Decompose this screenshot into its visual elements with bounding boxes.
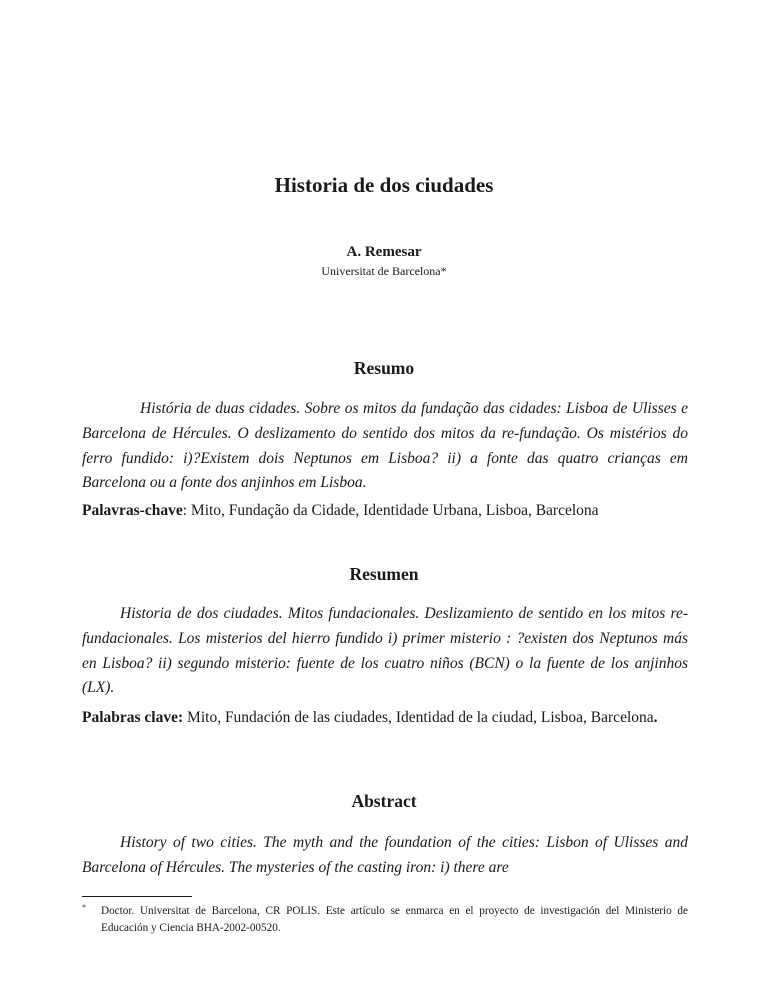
abstract-heading: Abstract xyxy=(351,791,417,811)
footnote-marker: * xyxy=(82,903,86,912)
resumen-heading: Resumen xyxy=(349,564,419,584)
footnote-rule xyxy=(82,896,192,897)
resumo-heading: Resumo xyxy=(353,358,415,378)
resumo-keywords xyxy=(82,499,688,524)
resumen-keywords-label: Palabras clave: xyxy=(82,709,184,726)
resumen-keywords-list: Mito, Fundación de las ciudades, Identidad de la ciudad, Lisboa, Barcelona xyxy=(183,709,654,726)
resumen-keywords-end: . xyxy=(653,709,658,726)
resumo-text: História de duas cidades. Sobre os mitos da fundação das cidades: Lisboa de Ulisses e Barcelona de Hércules. O deslizamento do sentido dos mitos da re-fundação. Os mistérios do ferro fundido: i)?Existem dois Neptunos em Lisboa? ii) a fonte das quatro crianças em Barcelona ou a fonte dos anjinhos em Lisboa. xyxy=(82,400,688,492)
resumen-keywords xyxy=(82,706,688,731)
resumen-text: Historia de dos ciudades. Mitos fundacionales. Deslizamiento de sentido en los mitos re-fundacionales. Los misterios del hierro fundido i) primer misterio : ?existen dos Neptunos más en Lisboa? ii) segundo misterio: fuente de los cuatro niños (BCN) o la fuente de los anjinhos (LX). xyxy=(82,605,688,697)
resumo-keywords-list: : Mito, Fundação da Cidade, Identidade Urbana, Lisboa, Barcelona xyxy=(182,502,599,519)
author-affiliation: Universitat de Barcelona* xyxy=(321,264,447,278)
footnote xyxy=(82,903,688,936)
footnote-text: Doctor. Universitat de Barcelona, CR POLIS. Este artículo se enmarca en el proyecto de investigación del Ministerio de Educación y Ciencia BHA-2002-00520. xyxy=(101,905,688,934)
abstract-text: History of two cities. The myth and the foundation of the cities: Lisbon of Ulisses and Barcelona of Hércules. The mysteries of the casting iron: i) there are xyxy=(82,834,688,876)
author-name: A. Remesar xyxy=(346,244,422,260)
article-title: Historia de dos ciudades xyxy=(274,173,494,197)
resumo-keywords-label: Palavras-chave xyxy=(82,502,183,519)
